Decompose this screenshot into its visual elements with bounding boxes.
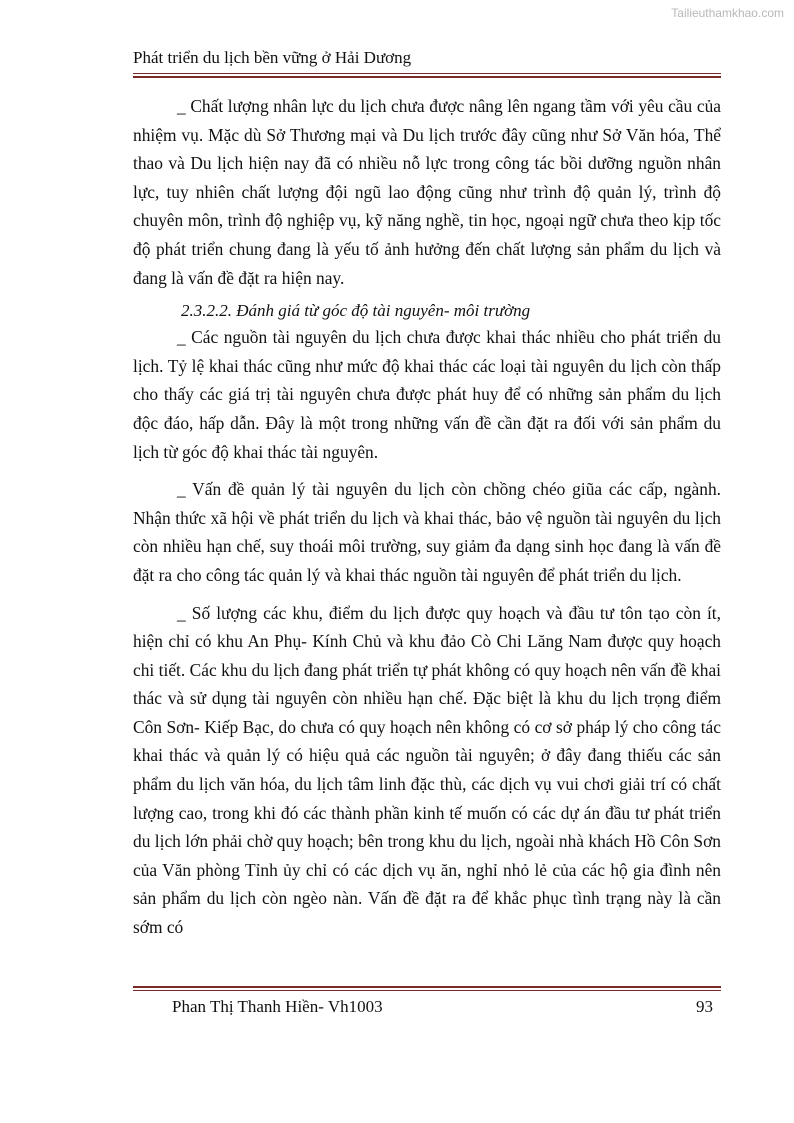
footer-rule-thin (133, 990, 721, 991)
paragraph-human-resources: _ Chất lượng nhân lực du lịch chưa được nâng lên ngang tầm với yêu cầu của nhiệm vụ. Mặc dù Sở Thương mại và Du lịch trước đây cũng như Sở Văn hóa, Thể thao và Du lịch hiện nay đã có nhiều nỗ lực trong công tác bồi dưỡng nguồn nhân lực, tuy nhiên chất lượng đội ngũ lao động cũng như trình độ quản lý, trình độ chuyên môn, trình độ nghiệp vụ, kỹ năng nghề, tin học, ngoại ngữ chưa theo kịp tốc độ phát triển chung đang là yếu tố ảnh hưởng đến chất lượng sản phẩm du lịch và đang là vấn đề đặt ra hiện nay. (133, 96, 721, 288)
footer-author: Phan Thị Thanh Hiền- Vh1003 (172, 997, 383, 1016)
header-rule-thin (133, 73, 721, 74)
footer-rule-thick (133, 986, 721, 988)
page-header-title: Phát triển du lịch bền vững ở Hải Dương (133, 48, 412, 67)
paragraph-tourism-zones: _ Số lượng các khu, điểm du lịch được quy hoạch và đầu tư tôn tạo còn ít, hiện chỉ có khu An Phụ- Kính Chủ và khu đảo Cò Chi Lăng Nam được quy hoạch chi tiết. Các khu du lịch đang phát triển tự phát không có quy hoạch nên vấn đề khai thác và sử dụng tài nguyên còn nhiều hạn chế. Đặc biệt là khu du lịch trọng điểm Côn Sơn- Kiếp Bạc, do chưa có quy hoạch nên không có cơ sở pháp lý cho công tác khai thác và quản lý có hiệu quả các nguồn tài nguyên; ở đây đang thiếu các sản phẩm du lịch văn hóa, du lịch tâm linh đặc thù, các dịch vụ vui chơi giải trí có chất lượng cao, trong khi đó các thành phần kinh tế muốn có các dự án đầu tư phát triển du lịch lớn phải chờ quy hoạch; bên trong khu du lịch, ngoài nhà khách Hồ Côn Sơn của Văn phòng Tỉnh ủy chỉ có các dịch vụ ăn, nghỉ nhỏ lẻ của các hộ gia đình nên sản phẩm du lịch còn ngèo nàn. Vấn đề đặt ra để khắc phục tình trạng này là cần sớm có (133, 602, 721, 938)
paragraph-resource-management: _ Vấn đề quản lý tài nguyên du lịch còn chồng chéo giũa các cấp, ngành. Nhận thức xã hội về phát triển du lịch và khai thác, bảo vệ nguồn tài nguyên du lịch còn nhiều hạn chế, suy thoái môi trường, suy giảm đa dạng sinh học đang là vấn đề đặt ra cho công tác quản lý và khai thác nguồn tài nguyên để phát triển du lịch. (133, 479, 721, 585)
header-rule-thick (133, 76, 721, 78)
page-body (133, 92, 721, 942)
watermark-text: Tailieuthamkhao.com (671, 6, 784, 20)
paragraph-resources-exploitation: _ Các nguồn tài nguyên du lịch chưa được khai thác nhiều cho phát triển du lịch. Tỷ lệ khai thác cũng như mức độ khai thác các loại tài nguyên du lịch còn thấp cho thấy các giá trị tài nguyên chưa được phát huy để có những sản phẩm du lịch độc đáo, hấp dẫn. Đây là một trong những vấn đề cần đặt ra đối với sản phẩm du lịch từ góc độ khai thác tài nguyên. (133, 327, 721, 462)
section-subheading: 2.3.2.2. Đánh giá từ góc độ tài nguyên- môi trường (181, 301, 531, 321)
page-number: 93 (696, 997, 713, 1016)
